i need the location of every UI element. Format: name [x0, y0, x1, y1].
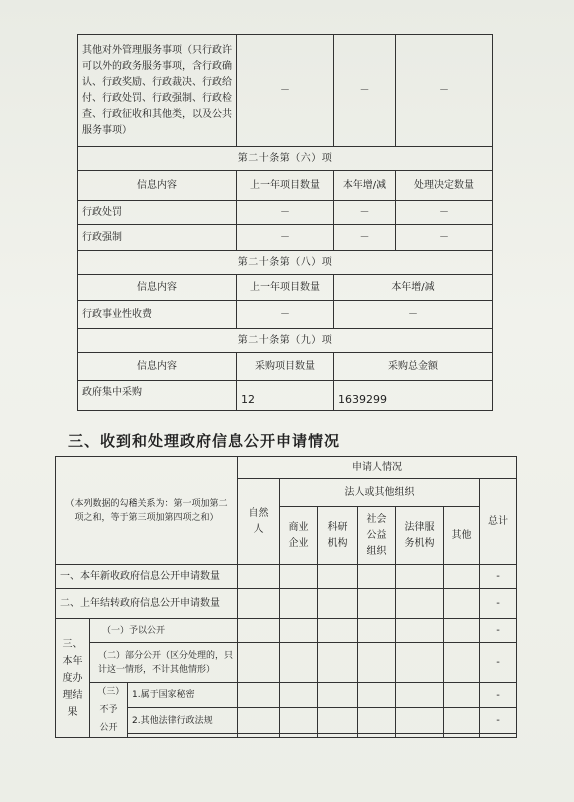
table-row	[56, 619, 517, 643]
column-header: 处理决定数量	[396, 171, 493, 201]
row-label: 一、本年新收政府信息公开申请数量	[56, 565, 238, 589]
row-label: 其他对外管理服务事项（只行政许可以外的政务服务事项，含行政确认、行政奖励、行政裁决、行政给付、行政处罚、行政强制、行政检查、行政征收和其他类，以及公共服务事项）	[78, 35, 237, 147]
table-row	[78, 381, 493, 411]
cell-value: －	[237, 201, 334, 225]
total-header: 总计	[480, 479, 517, 565]
row-label: （二）部分公开（区分处理的，只计这一情形，不计其他情形）	[90, 643, 238, 683]
cell-value: -	[480, 589, 517, 619]
row-label: 二、上年结转政府信息公开申请数量	[56, 589, 238, 619]
table-row	[78, 301, 493, 329]
table-row	[56, 643, 517, 683]
cell-value: -	[480, 708, 517, 733]
column-header: 上一年项目数量	[237, 275, 334, 301]
column-header: 法律服务机构	[396, 507, 444, 565]
column-header: 商业企业	[280, 507, 318, 565]
header-row	[78, 353, 493, 381]
section-heading: 三、收到和处理政府信息公开申请情况	[68, 432, 341, 450]
cell-value: 1639299	[334, 381, 493, 411]
group-label: 三、本年度办理结果	[56, 619, 90, 738]
row-label: 行政事业性收费	[78, 301, 237, 329]
table-row	[56, 683, 517, 708]
disclosure-table	[77, 34, 493, 411]
relation-note: （本列数据的勾稽关系为：第一项加第二项之和，等于第三项加第四项之和）	[56, 457, 238, 565]
table-row	[56, 589, 517, 619]
section-title: 第二十条第（六）项	[78, 147, 493, 171]
cell-value: －	[396, 225, 493, 251]
column-header: 其他	[444, 507, 480, 565]
cell-value: －	[334, 201, 396, 225]
cell-value: －	[334, 301, 493, 329]
section-title: 第二十条第（九）项	[78, 329, 493, 353]
cell-value: －	[237, 301, 334, 329]
cell-value: 12	[237, 381, 334, 411]
table-row	[78, 225, 493, 251]
column-header: 信息内容	[78, 353, 237, 381]
column-header: 信息内容	[78, 275, 237, 301]
cell-value: －	[396, 35, 493, 147]
applicant-header: 申请人情况	[238, 457, 517, 479]
header-row	[78, 275, 493, 301]
row-label: 行政处罚	[78, 201, 237, 225]
column-header: 社会公益组织	[358, 507, 396, 565]
header-row	[78, 171, 493, 201]
row-label: 1.属于国家秘密	[128, 683, 238, 708]
cell-value: －	[334, 35, 396, 147]
section-title: 第二十条第（八）项	[78, 251, 493, 275]
application-table	[55, 456, 517, 738]
row-label: 2.其他法律行政法规	[128, 708, 238, 733]
cell-value: -	[480, 619, 517, 643]
row-label: （三）不予公开	[90, 683, 128, 738]
cell-value: －	[237, 225, 334, 251]
cell-value: －	[396, 201, 493, 225]
table-row	[78, 35, 493, 147]
column-header: 信息内容	[78, 171, 237, 201]
cell-value: -	[480, 643, 517, 683]
column-header: 上一年项目数量	[237, 171, 334, 201]
column-header: 科研机构	[318, 507, 358, 565]
legal-group-header: 法人或其他组织	[280, 479, 480, 507]
column-header: 本年增/减	[334, 171, 396, 201]
column-header: 采购项目数量	[237, 353, 334, 381]
table-row	[78, 201, 493, 225]
column-header: 采购总金额	[334, 353, 493, 381]
row-label: （一）予以公开	[90, 619, 238, 643]
row-label: 政府集中采购	[78, 381, 237, 411]
row-label: 行政强制	[78, 225, 237, 251]
cell-value: -	[480, 565, 517, 589]
cell-value: －	[334, 225, 396, 251]
natural-person-header: 自然人	[238, 479, 280, 565]
table-row	[56, 565, 517, 589]
cell-value: －	[237, 35, 334, 147]
column-header: 本年增/减	[334, 275, 493, 301]
cell-value: -	[480, 683, 517, 708]
